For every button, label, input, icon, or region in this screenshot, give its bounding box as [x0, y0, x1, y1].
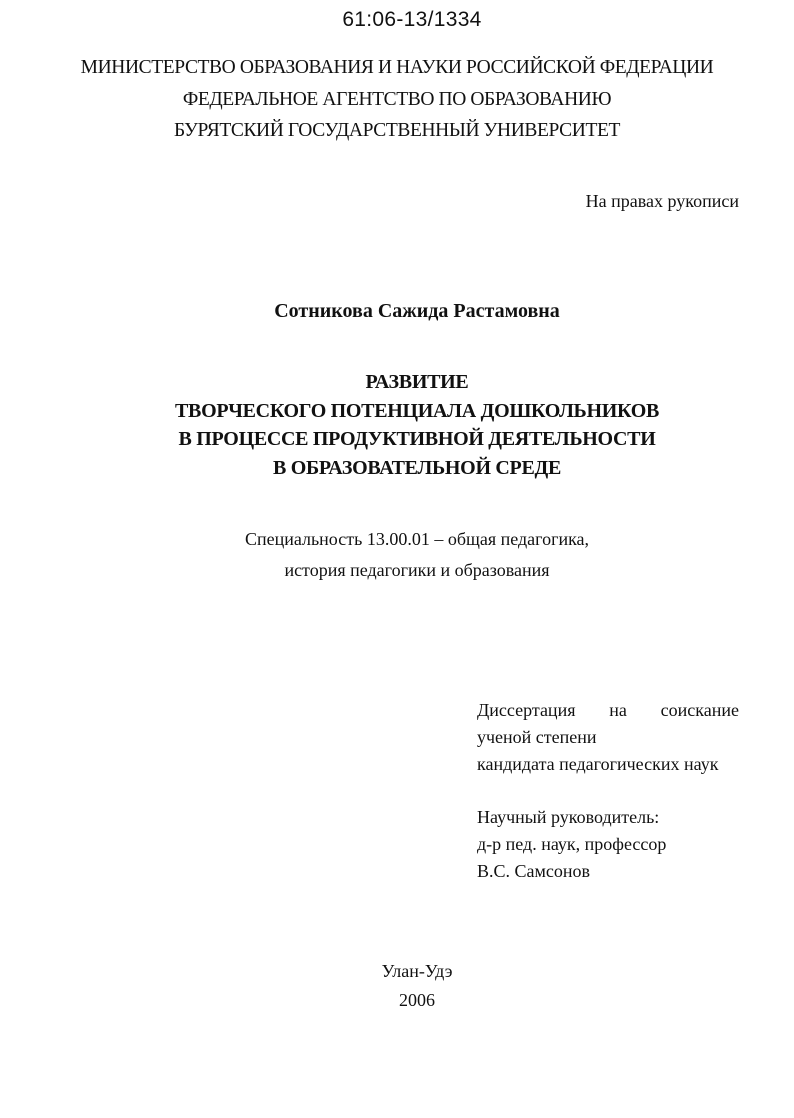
title-line-4: В ОБРАЗОВАТЕЛЬНОЙ СРЕДЕ — [272, 456, 561, 479]
year: 2006 — [399, 990, 435, 1010]
dissertation-info — [477, 697, 739, 778]
supervisor-label: Научный руководитель: — [477, 807, 660, 827]
author-name: Сотникова Сажида Растамовна — [274, 300, 560, 322]
dissertation-word-3: соискание — [660, 700, 739, 720]
place-and-year — [0, 957, 794, 1015]
agency-name: ФЕДЕРАЛЬНОЕ АГЕНТСТВО ПО ОБРАЗОВАНИЮ — [182, 89, 612, 110]
rights-note: На правах рукописи — [585, 191, 739, 211]
title-line-1: РАЗВИТИЕ — [365, 371, 469, 393]
title-line-2: ТВОРЧЕСКОГО ПОТЕНЦИАЛА ДОШКОЛЬНИКОВ — [175, 399, 659, 422]
city-name: Улан-Удэ — [381, 961, 453, 981]
supervisor-name: В.С. Самсонов — [477, 861, 591, 881]
title-line-3: В ПРОЦЕССЕ ПРОДУКТИВНОЙ ДЕЯТЕЛЬНОСТИ — [178, 428, 656, 450]
dissertation-line-1 — [477, 697, 739, 724]
supervisor-degree: д-р пед. наук, профессор — [477, 834, 667, 854]
dissertation-word-1: Диссертация — [477, 700, 576, 720]
dissertation-title — [0, 368, 794, 482]
specialty-line-1: Специальность 13.00.01 – общая педагогика, — [244, 529, 590, 549]
university-name: БУРЯТСКИЙ ГОСУДАРСТВЕННЫЙ УНИВЕРСИТЕТ — [173, 120, 621, 141]
catalog-number: 61:06-13/1334 — [342, 8, 482, 31]
ministry-name: МИНИСТЕРСТВО ОБРАЗОВАНИЯ И НАУКИ РОССИЙСКОЙ ФЕДЕРАЦИИ — [80, 57, 714, 78]
dissertation-line-2: ученой степени — [477, 727, 597, 747]
dissertation-word-2: на — [609, 700, 627, 720]
specialty-line-2: история педагогики и образования — [284, 560, 550, 580]
dissertation-line-3: кандидата педагогических наук — [477, 754, 719, 774]
specialty-block — [0, 524, 794, 586]
supervisor-info — [477, 804, 739, 885]
